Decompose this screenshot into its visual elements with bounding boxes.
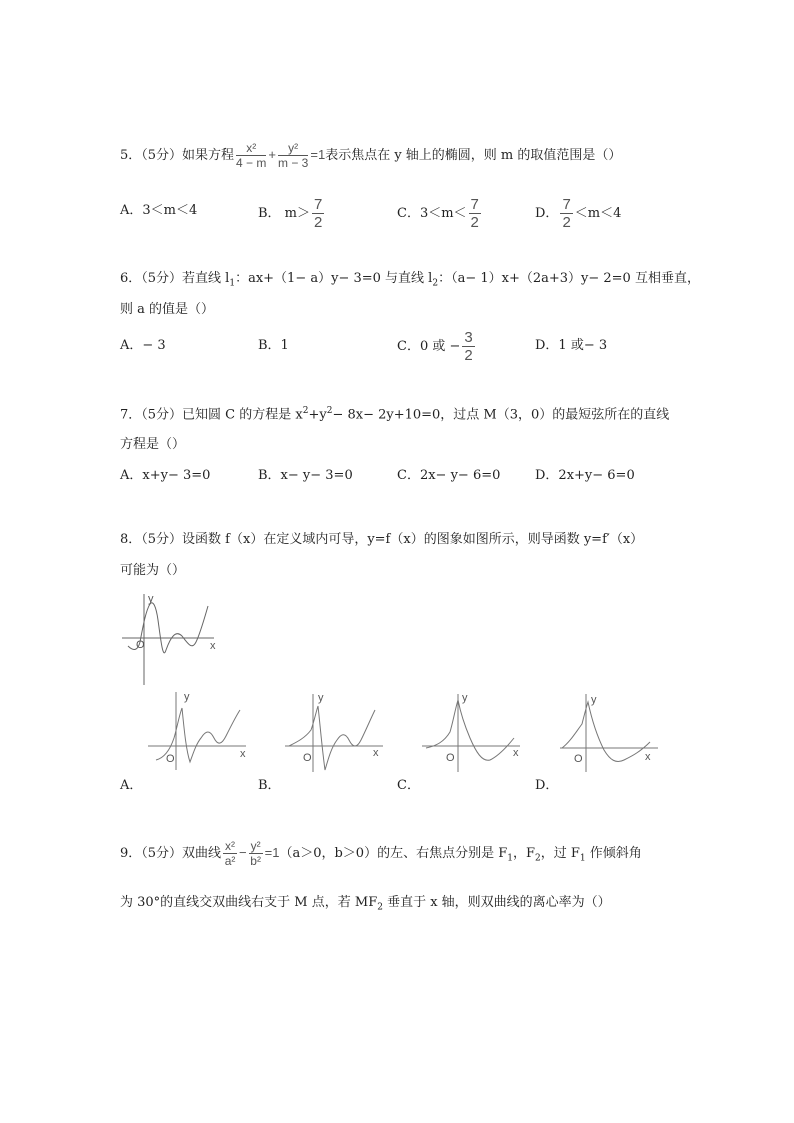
q7-stem-line1: 7．（5分）已知圆 C 的方程是 $x^2+y^2- 8x- 2y+10=0$，过点 M（3，0）的最短弦所在的直线 (120, 406, 670, 423)
q8-d-x-label: x (645, 751, 651, 763)
q8-a-y-label: y (184, 691, 190, 703)
q8-option-c: C． (397, 778, 420, 793)
q6-option-a: A．− 3 (120, 338, 166, 353)
q7-option-c: C．2x− y− 6=0 (397, 468, 501, 483)
q6-stem-line2: 则 a 的值是（） (120, 302, 215, 317)
q8-b-y-label: y (318, 692, 324, 704)
q5-suffix: 表示焦点在 y 轴上的椭圆，则 m 的取值范围是（） (325, 148, 622, 163)
q8-option-b: B． (258, 778, 281, 793)
q6-option-c: C．0 或 − $\frac{3}{2}$ (397, 329, 473, 364)
q7-stem-line2: 方程是（） (120, 437, 186, 452)
q9-fraction-y: $\frac{\text{y²}}{\text{b²}}$ (250, 839, 261, 868)
q8-main-x-label: x (210, 640, 216, 652)
q8-stem-line2: 可能为（） (120, 563, 186, 578)
q7-option-d: D．2x+y− 6=0 (535, 468, 635, 483)
q8-c-origin: O (446, 752, 455, 764)
q8-a-origin: O (166, 753, 175, 765)
q8-d-origin: O (574, 753, 583, 765)
q5-option-b: B． m＞ $\frac{7}{2}$ (258, 196, 323, 231)
q9-fraction-x: $\frac{\text{x²}}{\text{a²}}$ (224, 839, 236, 868)
q5-stem: 5．（5分）如果方程 $\frac{\text{x²}}{4 - m}$ + $\frac{\text{y²}}{m - 3}$ =1表示焦点在 y 轴上的椭圆，则 m 的取值范围是（） (120, 141, 622, 170)
q8-graph-a (146, 688, 251, 773)
q5-option-c: C．3＜m＜ $\frac{7}{2}$ (397, 196, 479, 231)
q8-main-origin: O (136, 639, 145, 651)
q8-b-x-label: x (373, 747, 379, 759)
q5-option-d: D． $\frac{7}{2}$ ＜m＜4 (535, 196, 622, 231)
q8-c-x-label: x (513, 747, 519, 759)
q6-option-d: D．1 或− 3 (535, 338, 608, 353)
q8-d-y-label: y (591, 694, 597, 706)
q6-stem-line1: 6．（5分）若直线 $l_1$：ax+（1− a）y− 3=0 与直线 $l_2$：（a− 1）x+（2a+3）y− 2=0 互相垂直， (120, 271, 700, 289)
q8-option-d: D． (535, 778, 559, 793)
q8-graph-c (420, 690, 525, 775)
q9-stem-line1: 9．（5分）双曲线 $\frac{\text{x²}}{\text{a²}}$ − $\frac{\text{y²}}{\text{b²}}$ =1（a＞0，b＞0）的左、右焦点分别是 $F_1$，$F_2$，过 $F_1$ 作倾斜角 (120, 839, 642, 868)
q8-graph-b (283, 690, 388, 775)
q8-c-y-label: y (462, 692, 468, 704)
q5-option-a: A．3＜m＜4 (120, 203, 198, 218)
q7-option-a: A．x+y− 3=0 (120, 468, 211, 483)
q8-stem-line1: 8．（5分）设函数 f（x）在定义域内可导，y=f（x）的图象如图所示，则导函数 y=f′（x） (120, 532, 644, 547)
q7-option-b: B．x− y− 3=0 (258, 468, 353, 483)
q9-stem-line2: 为 30°的直线交双曲线右支于 M 点，若 $MF_2$ 垂直于 x 轴，则双曲线的离心率为（） (120, 895, 611, 913)
q5-prefix: 5．（5分）如果方程 (120, 148, 235, 163)
q8-main-y-label: y (148, 593, 154, 605)
q8-b-origin: O (303, 752, 312, 764)
q8-a-x-label: x (240, 748, 246, 760)
q8-option-a: A． (120, 778, 143, 793)
q6-option-b: B．1 (258, 338, 289, 353)
q5-fraction-y: $\frac{\text{y²}}{m - 3}$ (278, 141, 309, 170)
q5-fraction-x: $\frac{\text{x²}}{4 - m}$ (236, 141, 267, 170)
